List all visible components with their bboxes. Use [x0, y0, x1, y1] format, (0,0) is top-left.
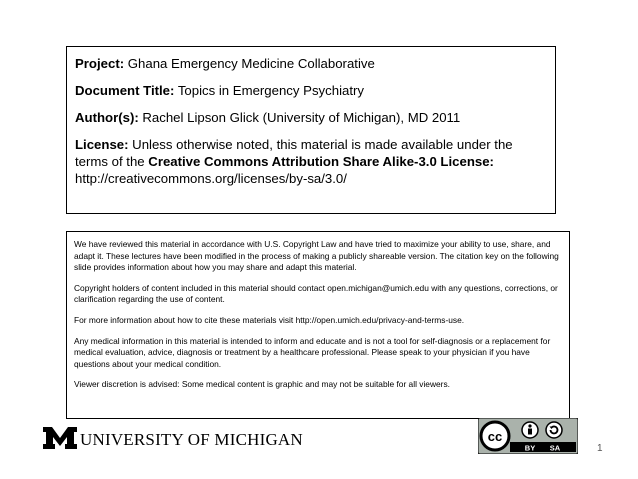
cc-symbol-text: cc: [487, 429, 503, 444]
disclaimer-paragraph-medical: Any medical information in this material is intended to inform and educate and is not a tool for self-diagnosis or a replacement for medical evaluation, advice, diagnosis or treatment by a healthcare professional. Please speak to your physician if you have questions about your medical condition.: [74, 335, 551, 369]
project-value: Ghana Emergency Medicine Collaborative: [124, 56, 375, 71]
license-name: Creative Commons Attribution Share Alike-3.0 License:: [148, 154, 494, 169]
block-m-icon: [42, 425, 78, 451]
disclaimer-paragraph-copyright-review: We have reviewed this material in accordance with U.S. Copyright Law and have tried to maximize your ability to use, share, and adapt it. These lectures have been modified in the process of making a publicly shareable version. The citation key on the following slide provides information about how you may share and adapt this material.: [74, 239, 559, 273]
project-line: [75, 55, 547, 72]
cc-sa-label: SA: [549, 443, 561, 453]
license-header-box: [66, 46, 556, 214]
disclaimer-paragraph-viewer-discretion: Viewer discretion is advised: Some medical content is graphic and may not be suitable for all viewers.: [74, 379, 450, 390]
university-logo: [42, 425, 303, 453]
cc-by-sa-badge-icon[interactable]: [478, 418, 578, 454]
license-url[interactable]: http://creativecommons.org/licenses/by-sa/3.0/: [75, 171, 347, 186]
document-title-value: Topics in Emergency Psychiatry: [174, 83, 364, 98]
document-title-label: Document Title:: [75, 83, 175, 98]
author-label: Author(s):: [75, 110, 139, 125]
document-title-line: [75, 82, 547, 99]
cc-by-label: BY: [524, 443, 536, 453]
license-label: License:: [75, 137, 129, 152]
license-text: Unless otherwise noted, this material is made available under the terms of the: [75, 137, 513, 169]
page-number: 1: [597, 443, 603, 454]
disclaimer-box: [66, 231, 570, 419]
author-line: [75, 109, 547, 126]
disclaimer-paragraph-citation: For more information about how to cite these materials visit http://open.umich.edu/privacy-and-terms-use.: [74, 314, 465, 325]
project-label: Project:: [75, 56, 125, 71]
disclaimer-paragraph-contact: Copyright holders of content included in this material should contact open.michigan@umich.edu with any questions, corrections, or clarification regarding the use of content.: [74, 282, 558, 305]
author-value: Rachel Lipson Glick (University of Michigan), MD 2011: [138, 110, 461, 125]
university-name: UNIVERSITY OF MICHIGAN: [80, 430, 303, 449]
license-line: [75, 136, 547, 187]
